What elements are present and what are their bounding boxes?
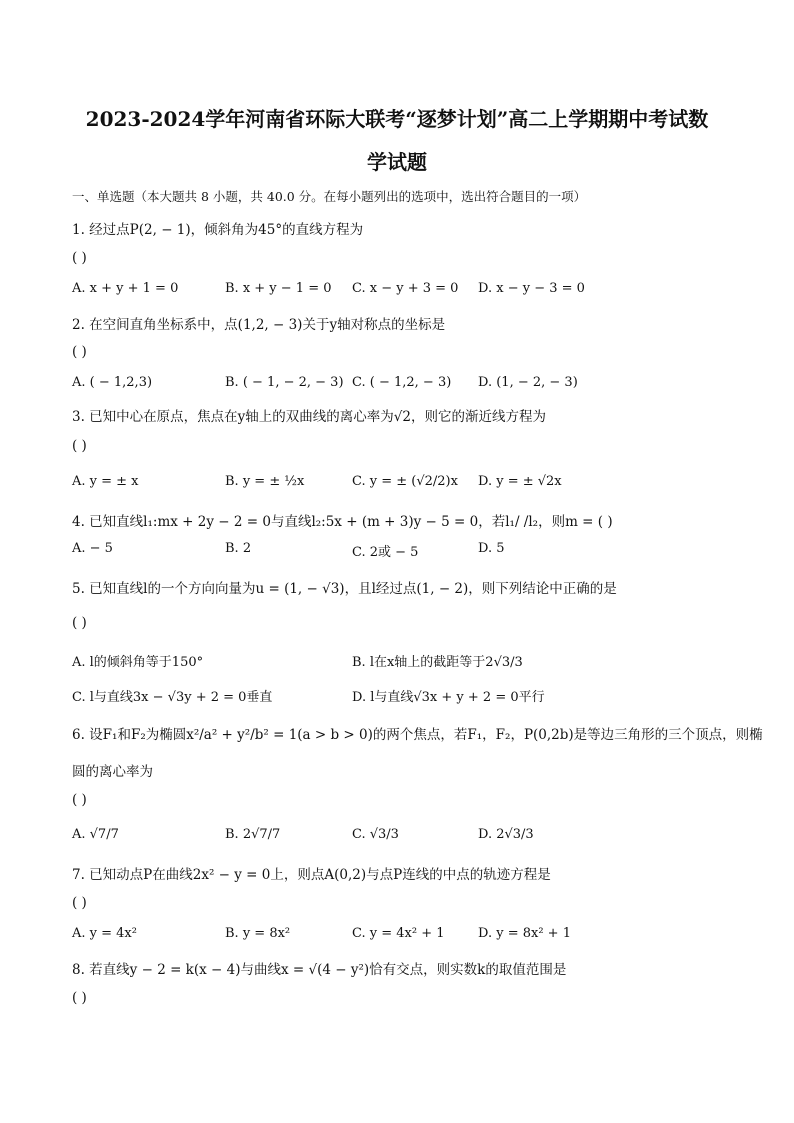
question-1-option-b: B. x + y − 1 = 0 bbox=[225, 281, 332, 296]
question-6-option-b: B. 2√7/7 bbox=[225, 827, 281, 842]
question-7-option-b: B. y = 8x² bbox=[225, 926, 291, 941]
question-4-stem: 4. 已知直线l₁:mx + 2y − 2 = 0与直线l₂:5x + (m + 3)y − 5 = 0，若l₁/ /l₂，则m = ( ) bbox=[72, 514, 613, 530]
exam-title-line2: 学试题 bbox=[367, 150, 427, 174]
question-5-stem: 5. 已知直线l的一个方向向量为u = (1, − √3)，且l经过点(1, − 2)，则下列结论中正确的是 bbox=[72, 581, 617, 597]
exam-title-line1: 2023-2024学年河南省环际大联考“逐梦计划”高二上学期期中考试数 bbox=[85, 107, 709, 131]
question-7-option-d: D. y = 8x² + 1 bbox=[478, 926, 571, 941]
question-3-stem: 3. 已知中心在原点，焦点在y轴上的双曲线的离心率为√2，则它的渐近线方程为 bbox=[72, 409, 546, 425]
question-2-option-d: D. (1, − 2, − 3) bbox=[478, 375, 578, 390]
question-3-option-b: B. y = ± ½x bbox=[225, 474, 305, 489]
question-3-option-c: C. y = ± (√2/2)x bbox=[352, 474, 458, 489]
question-7-stem: 7. 已知动点P在曲线2x² − y = 0上，则点A(0,2)与点P连线的中点的轨迹方程是 bbox=[72, 867, 551, 883]
question-8-stem: 8. 若直线y − 2 = k(x − 4)与曲线x = √(4 − y²)恰有交点，则实数k的取值范围是 bbox=[72, 962, 567, 978]
question-5-option-d: D. l与直线√3x + y + 2 = 0平行 bbox=[352, 690, 545, 705]
question-7-bracket: ( ) bbox=[72, 895, 87, 911]
question-3-bracket: ( ) bbox=[72, 438, 87, 454]
question-3-option-d: D. y = ± √2x bbox=[478, 474, 562, 489]
question-5-option-b: B. l在x轴上的截距等于2√3/3 bbox=[352, 655, 523, 670]
question-4-option-d: D. 5 bbox=[478, 541, 505, 556]
question-6-option-d: D. 2√3/3 bbox=[478, 827, 534, 842]
question-4-option-c: C. 2或 − 5 bbox=[352, 545, 419, 560]
question-6-stem: 6. 设F₁和F₂为椭圆x²/a² + y²/b² = 1(a > b > 0)的两个焦点，若F₁，F₂，P(0,2b)是等边三角形的三个顶点，则椭 bbox=[72, 727, 763, 743]
question-6-stem-continued: 圆的离心率为 bbox=[72, 764, 153, 780]
question-1-bracket: ( ) bbox=[72, 250, 87, 266]
question-2-bracket: ( ) bbox=[72, 344, 87, 360]
question-1-option-d: D. x − y − 3 = 0 bbox=[478, 281, 585, 296]
question-1-stem: 1. 经过点P(2, − 1)，倾斜角为45°的直线方程为 bbox=[72, 222, 364, 238]
question-7-option-a: A. y = 4x² bbox=[72, 926, 137, 941]
question-5-option-a: A. l的倾斜角等于150° bbox=[72, 655, 204, 670]
question-7-option-c: C. y = 4x² + 1 bbox=[352, 926, 445, 941]
question-2-stem: 2. 在空间直角坐标系中，点(1,2, − 3)关于y轴对称点的坐标是 bbox=[72, 317, 446, 333]
question-2-option-b: B. ( − 1, − 2, − 3) bbox=[225, 375, 344, 390]
question-6-option-c: C. √3/3 bbox=[352, 827, 399, 842]
question-6-bracket: ( ) bbox=[72, 792, 87, 808]
question-8-bracket: ( ) bbox=[72, 990, 87, 1006]
question-6-option-a: A. √7/7 bbox=[72, 827, 119, 842]
question-1-option-a: A. x + y + 1 = 0 bbox=[72, 281, 179, 296]
question-2-option-c: C. ( − 1,2, − 3) bbox=[352, 375, 452, 390]
section-heading: 一、单选题（本大题共 8 小题，共 40.0 分。在每小题列出的选项中，选出符合题目的一项） bbox=[72, 189, 587, 204]
question-3-option-a: A. y = ± x bbox=[72, 474, 139, 489]
question-2-option-a: A. ( − 1,2,3) bbox=[72, 375, 153, 390]
question-5-option-c: C. l与直线3x − √3y + 2 = 0垂直 bbox=[72, 690, 273, 705]
question-4-option-a: A. − 5 bbox=[72, 541, 113, 556]
question-4-option-b: B. 2 bbox=[225, 541, 252, 556]
question-5-bracket: ( ) bbox=[72, 615, 87, 631]
question-1-option-c: C. x − y + 3 = 0 bbox=[352, 281, 459, 296]
